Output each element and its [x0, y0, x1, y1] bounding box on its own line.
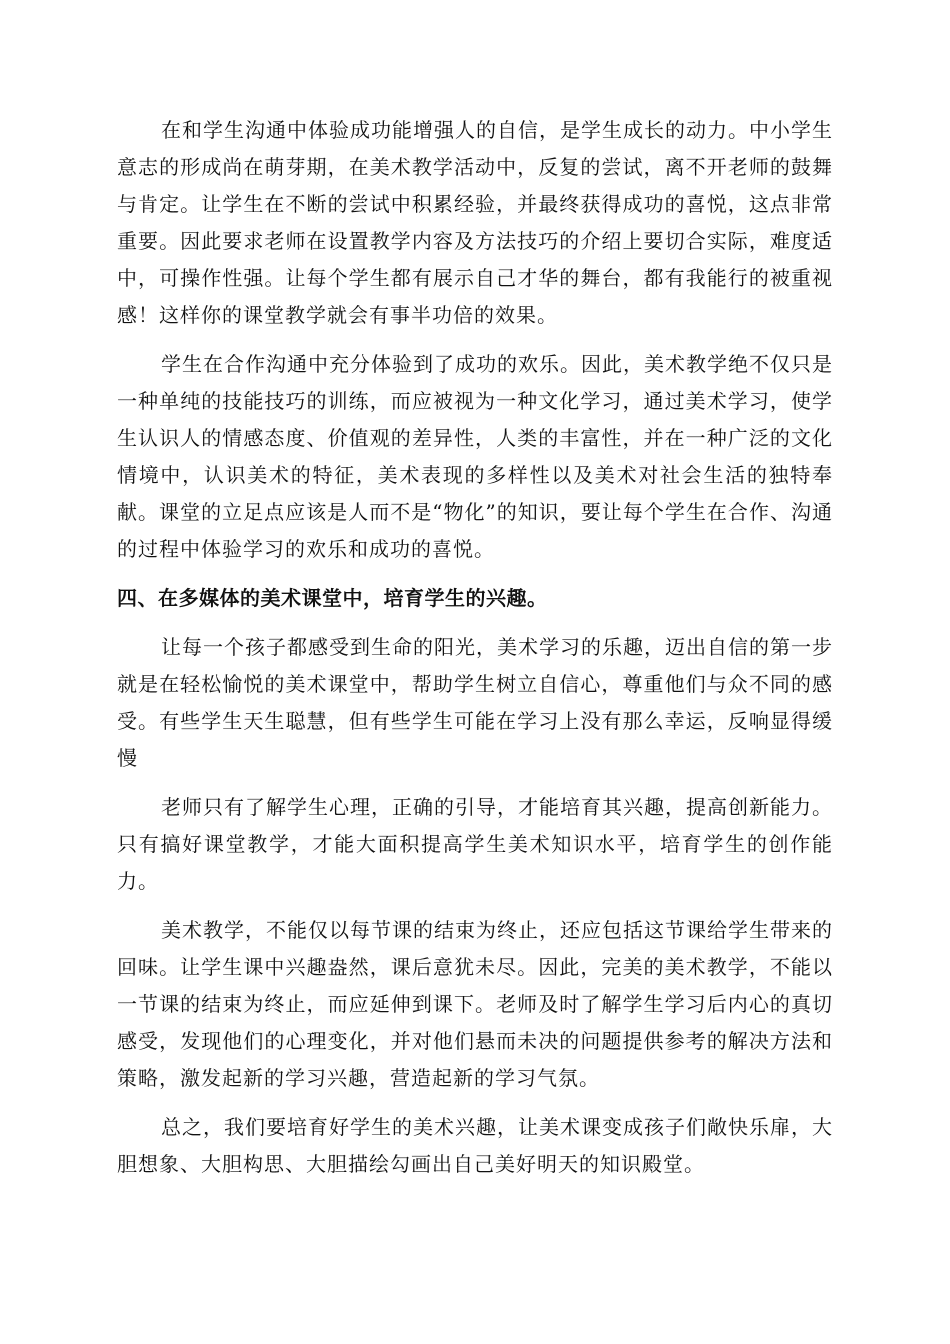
- section-heading-multimedia: 四、在多媒体的美术课堂中，培育学生的兴趣。: [117, 586, 548, 610]
- paragraph-success-confidence: 在和学生沟通中体验成功能增强人的自信，是学生成长的动力。中小学生意志的形成尚在萌芽期，在美术教学活动中，反复的尝试，离不开老师的鼓舞与肯定。让学生在不断的尝试中积累经验，并最终获得成功的喜悦，这点非常重要。因此要求老师在设置教学内容及方法技巧的介绍上要切合实际，难度适中，可操作性强。让每个学生都有展示自己才华的舞台，都有我能行的被重视感！这样你的课堂教学就会有事半功倍的效果。: [117, 118, 833, 327]
- paragraph-after-class: 美术教学，不能仅以每节课的结束为终止，还应包括这节课给学生带来的回味。让学生课中兴趣盎然，课后意犹未尽。因此，完美的美术教学，不能以一节课的结束为终止，而应延伸到课下。老师及时了解学生学习后内心的真切感受，发现他们的心理变化，并对他们悬而未决的问题提供参考的解决方法和策略，激发起新的学习兴趣，营造起新的学习气氛。: [117, 918, 833, 1090]
- paragraph-conclusion: 总之，我们要培育好学生的美术兴趣，让美术课变成孩子们敞快乐扉，大胆想象、大胆构思、大胆描绘勾画出自己美好明天的知识殿堂。: [117, 1115, 833, 1176]
- document-page: [117, 112, 833, 1195]
- paragraph-teacher-guidance: 老师只有了解学生心理，正确的引导，才能培育其兴趣，提高创新能力。只有搞好课堂教学，才能大面积提高学生美术知识水平，培育学生的创作能力。: [117, 795, 833, 893]
- paragraph-sunshine-of-life: 让每一个孩子都感受到生命的阳光，美术学习的乐趣，迈出自信的第一步就是在轻松愉悦的美术课堂中，帮助学生树立自信心，尊重他们与众不同的感受。有些学生天生聪慧，但有些学生可能在学习上没有那么幸运，反响显得缓慢: [117, 635, 833, 770]
- paragraph-cooperation-joy: 学生在合作沟通中充分体验到了成功的欢乐。因此，美术教学绝不仅只是一种单纯的技能技巧的训练，而应被视为一种文化学习，通过美术学习，使学生认识人的情感态度、价值观的差异性，人类的丰富性，并在一种广泛的文化情境中，认识美术的特征，美术表现的多样性以及美术对社会生活的独特奉献。课堂的立足点应该是人而不是“物化”的知识，要让每个学生在合作、沟通的过程中体验学习的欢乐和成功的喜悦。: [117, 352, 833, 561]
